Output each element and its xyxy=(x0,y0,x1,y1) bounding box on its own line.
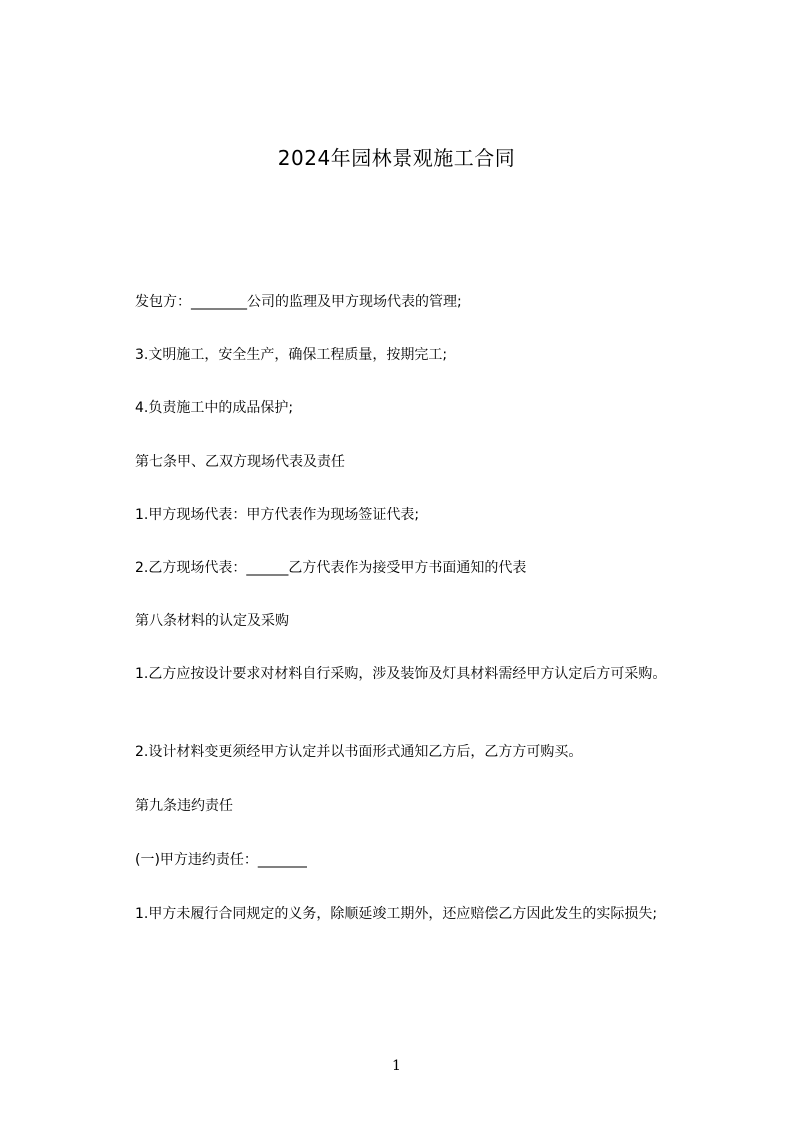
paragraph-contractor: 发包方：________公司的监理及甲方现场代表的管理; xyxy=(135,294,462,310)
section-heading-article-8: 第八条材料的认定及采购 xyxy=(135,613,289,629)
paragraph-product-protection: 4.负责施工中的成品保护; xyxy=(135,400,294,416)
document-title: 2024年园林景观施工合同 xyxy=(277,146,516,170)
paragraph-civilized-construction: 3.文明施工，安全生产，确保工程质量，按期完工; xyxy=(135,347,448,363)
page-number: 1 xyxy=(392,1058,401,1074)
paragraph-party-b-representative: 2.乙方现场代表：______乙方代表作为接受甲方书面通知的代表 xyxy=(135,560,527,576)
paragraph-party-a-obligation: 1.甲方未履行合同规定的义务，除顺延竣工期外，还应赔偿乙方因此发生的实际损失; xyxy=(135,906,658,922)
paragraph-party-a-liability: (一)甲方违约责任：_______ xyxy=(135,852,307,868)
section-heading-article-7: 第七条甲、乙双方现场代表及责任 xyxy=(135,454,345,470)
section-heading-article-9: 第九条违约责任 xyxy=(135,798,233,814)
paragraph-material-change: 2.设计材料变更须经甲方认定并以书面形式通知乙方后，乙方方可购买。 xyxy=(135,744,583,760)
paragraph-material-purchase: 1.乙方应按设计要求对材料自行采购，涉及装饰及灯具材料需经甲方认定后方可采购。 xyxy=(135,666,667,682)
paragraph-party-a-representative: 1.甲方现场代表：甲方代表作为现场签证代表; xyxy=(135,507,420,523)
